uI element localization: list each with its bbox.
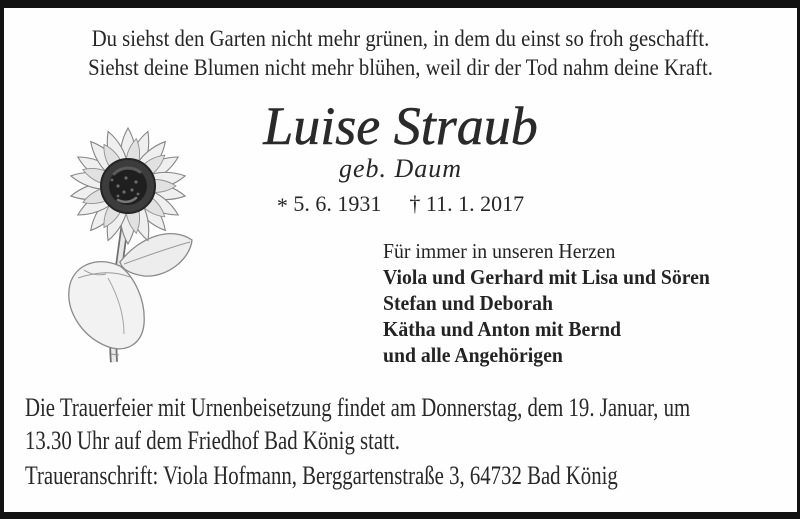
deceased-name: Luise Straub [263, 96, 538, 156]
death-cross-symbol: † [409, 191, 421, 216]
mourning-address: Traueranschrift: Viola Hofmann, Berggartenstraße 3, 64732 Bad König [25, 461, 618, 490]
birth-star-symbol: * [276, 192, 288, 218]
birth-date: 5. 6. 1931 [293, 191, 382, 216]
birth-date-group [277, 190, 382, 218]
mourners-line: Viola und Gerhard mit Lisa und Sören [383, 265, 710, 289]
funeral-details [25, 391, 690, 457]
epitaph-line-1: Du siehst den Garten nicht mehr grünen, in dem du einst so froh geschafft. [91, 26, 710, 51]
funeral-line-1: Die Trauerfeier mit Urnenbeisetzung findet am Donnerstag, dem 19. Januar, um [25, 393, 691, 422]
deceased-birth-name: geb. Daum [338, 154, 463, 183]
mourners-intro: Für immer in unseren Herzen [383, 239, 616, 263]
mourners-line: und alle Angehörigen [383, 343, 563, 367]
mourners-block [383, 238, 710, 368]
death-date: 11. 1. 2017 [425, 191, 525, 216]
life-dates [4, 190, 797, 218]
funeral-line-2: 13.30 Uhr auf dem Friedhof Bad König statt. [25, 426, 400, 455]
epitaph-line-2: Siehst deine Blumen nicht mehr blühen, weil dir der Tod nahm deine Kraft. [88, 55, 713, 80]
epitaph-quote [44, 24, 758, 82]
death-date-group [409, 190, 524, 218]
mourners-line: Kätha und Anton mit Bernd [383, 317, 622, 341]
mourners-line: Stefan und Deborah [383, 291, 554, 315]
